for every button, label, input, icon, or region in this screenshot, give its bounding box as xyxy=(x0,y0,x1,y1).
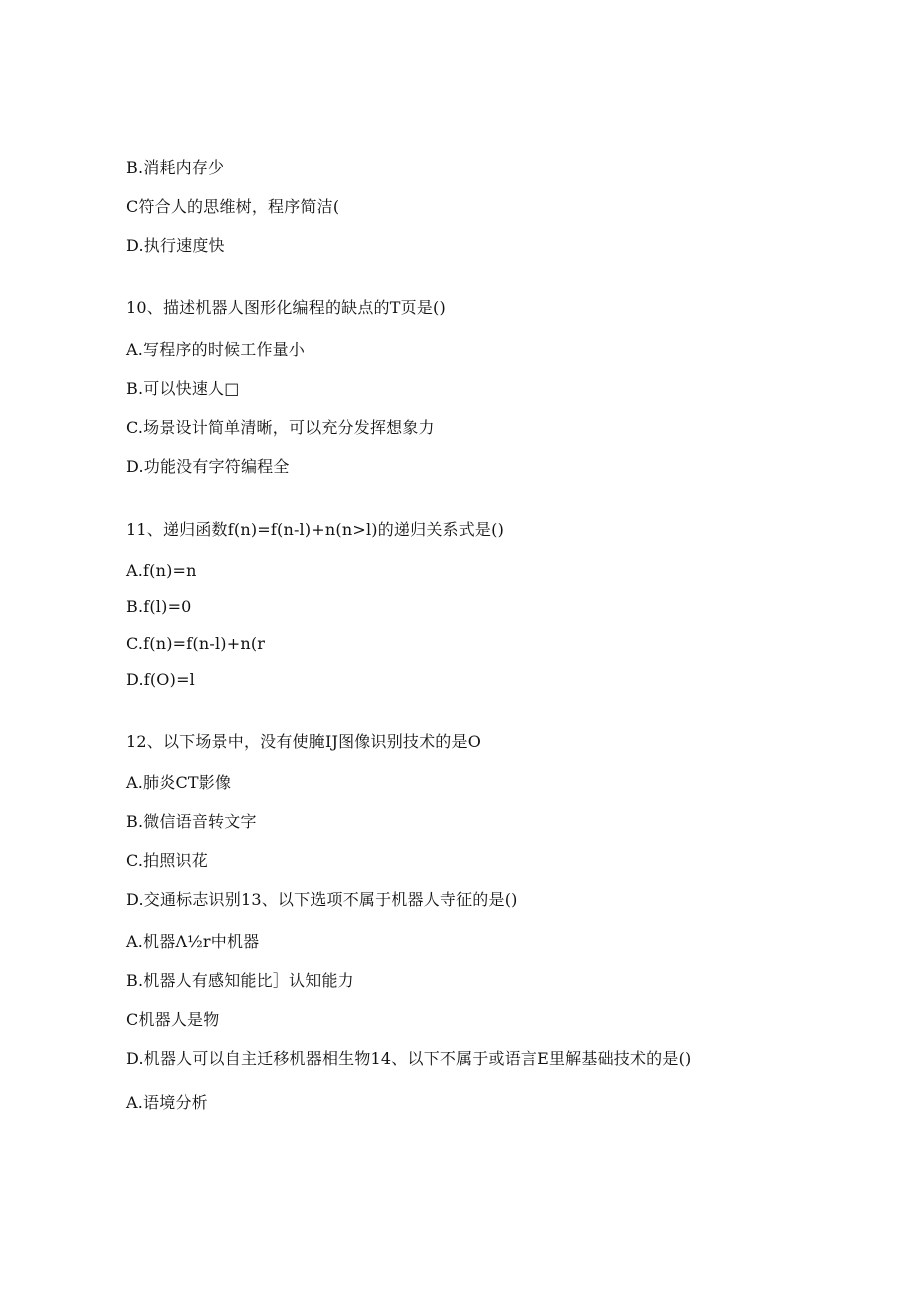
q13-option-d-and-q14-question: D.机器人可以自主迁移机器相生物14、以下不属于或语言E里解基础技术的是() xyxy=(126,1049,692,1068)
q13-option-a: A.机器Λ½r中机器 xyxy=(126,932,260,951)
q12-option-d-and-q13-question: D.交通标志识别13、以下选项不属于机器人寺征的是() xyxy=(126,890,518,909)
q9-option-b: B.消耗内存少 xyxy=(126,158,225,177)
q13-option-b: B.机器人有感知能比］认知能力 xyxy=(126,971,354,990)
q14-option-a: A.语境分析 xyxy=(126,1093,208,1112)
q10-option-a: A.写程序的时候工作量小 xyxy=(126,340,306,359)
q12-option-b: B.微信语音转文字 xyxy=(126,812,257,831)
q11-option-a: A.f(n)=n xyxy=(126,561,197,580)
q10-question: 10、描述机器人图形化编程的缺点的T页是() xyxy=(126,298,446,317)
q13-option-c: C机器人是物 xyxy=(126,1010,220,1029)
q11-question: 11、递归函数f(n)=f(n-l)+n(n>l)的递归关系式是() xyxy=(126,520,505,539)
q9-option-c: C符合人的思维树，程序简洁( xyxy=(126,197,340,216)
q10-option-c: C.场景设计简单清晰，可以充分发挥想象力 xyxy=(126,418,435,437)
q10-option-d: D.功能没有字符编程全 xyxy=(126,457,290,476)
q11-option-c: C.f(n)=f(n-l)+n(r xyxy=(126,634,266,653)
q12-option-a: A.肺炎CT影像 xyxy=(126,773,232,792)
q11-option-b: B.f(l)=0 xyxy=(126,597,192,616)
q10-option-b: B.可以快速人□ xyxy=(126,379,240,398)
q9-option-d: D.执行速度快 xyxy=(126,236,225,255)
q12-question: 12、以下场景中，没有使腌IJ图像识别技术的是O xyxy=(126,732,482,751)
q11-option-d: D.f(O)=l xyxy=(126,670,195,689)
q12-option-c: C.拍照识花 xyxy=(126,851,208,870)
